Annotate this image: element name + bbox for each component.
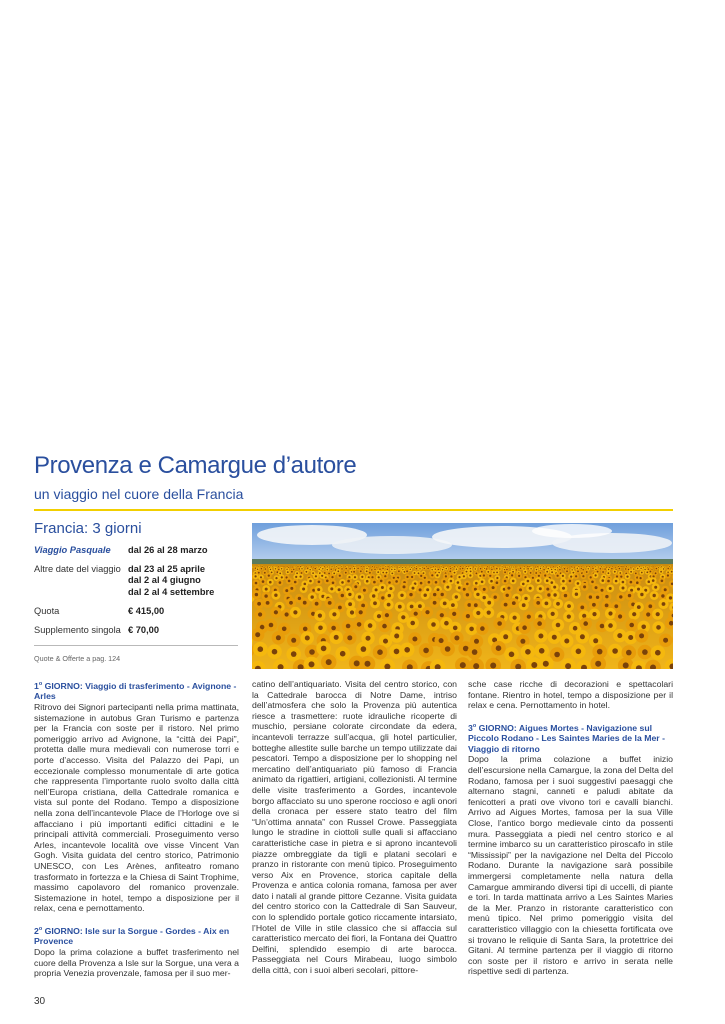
- day-3-heading: 3$^o$ GIORNO: Aigues Mortes - Navigazione sul Piccolo Rodano - Les Saintes Maries de la Mer - Viaggio di ritorno: [468, 722, 665, 754]
- info-row-other-dates: [34, 564, 238, 598]
- info-value: € 415,00: [128, 605, 165, 616]
- yellow-rule: [34, 509, 673, 511]
- date-line: dal 23 al 25 aprile: [128, 564, 206, 575]
- info-divider: [34, 645, 238, 646]
- page-number: 30: [34, 996, 46, 1007]
- itinerary-column-2: [252, 679, 457, 976]
- info-label: Quota: [34, 605, 60, 616]
- day-1-text: Ritrovo dei Signori partecipanti nella prima mattinata, sistemazione in autobus Gran Turismo e partenza per la Francia con soste per il ristoro. Nel primo pomeriggio arrivo ad Avignone, la “città dei Papi”, protetta dalle mura medievali con numerose torri e porte d’accesso. Visita del Palazzo dei Papi, un eccezionale complesso monumentale di arte gotica che rappresenta l’importante ruolo svolto dalla città nell’Europa cristiana, della Cattedrale romanica e vista sul ponte del Rodano. Tempo a disposizione nella zona dell’incantevole Place de l’Horloge ove si affacciano i più importanti edifici cittadini e le principali attività commerciali. Proseguimento verso Arles, incantevole località ove visse Vincent Van Gogh. Visita guidata del centro storico, Patrimonio UNESCO, con Les Arènes, anfiteatro romano trasformato in fortezza e la Chiesa di Saint Trophime, massimo capolavoro del romanico provenzale. Sistemazione in hotel, tempo a disposizione per il relax, cena e pernottamento.: [34, 702, 239, 914]
- day-2-text-part-3: sche case ricche di decorazioni e spettacolari fontane. Rientro in hotel, tempo a disposizione per il relax e cena. Pernottamento in hotel.: [468, 679, 673, 711]
- day-2-text-part-1: Dopo la prima colazione a buffet trasferimento nel cuore della Provenza a Isle sur la Sorgue, una vera a propria Venezia provenzale, famosa per il suo mer-: [34, 947, 239, 979]
- info-label: Viaggio Pasquale: [34, 545, 111, 555]
- info-value: [128, 564, 214, 598]
- itinerary-column-3: [468, 679, 673, 977]
- info-row-single-supplement: [34, 625, 238, 636]
- itinerary-column-1: [34, 679, 239, 979]
- info-label: Supplemento singola: [34, 625, 121, 636]
- day-2-text-part-2: catino dell’antiquariato. Visita del centro storico, con la Cattedrale barocca di Notre Dame, intriso dell’atmosfera che solo la Provenza più autentica riesce a trasmettere: ruote idrauliche ricoperte di muschio, persiane colorate circondate da edera, incantevoli terrazze sull’acqua, gli hotel particulier, botteghe allestite sulle barche un tempo utilizzate dai pescatori. Tempo a disposizione per lo shopping nel mercatino dell’antiquariato più famoso di Francia animato da rigattieri, artigiani, collezionisti. Al termine delle visite trasferimento a Gordes, incantevole borgo affacciato su uno sperone roccioso e agli onori della cronaca per essere stato teatro del film “Un’ottima annata” con Russel Crowe. Passeggiata lungo le stradine in ciottoli sulle quali si affacciano caratteristiche case in pietra e si aprono incantevoli piazze ombreggiate da tigli e platani secolari e pranzo in ristorante con menù tipico. Proseguimento verso Aix en Provence, storica capitale della Provenza e antica colonia romana, famosa per aver dato i natali al grande pittore Cezanne. Visita guidata del centro storico con la Cattedrale di San Sauveur, con lo splendido portale gotico riccamente intarsiato, l’Hotel de Ville in stile classico che si affaccia sul caratteristico mercato dei fiori, la Fontana dei Quattro Delfini, splendido esempio di arte barocca. Passeggiata nel Cours Mirabeau, luogo simbolo della città, con i suoi alberi secolari, pittore-: [252, 679, 457, 976]
- date-line: dal 2 al 4 settembre: [128, 586, 215, 597]
- day-3-text: Dopo la prima colazione a buffet inizio dell’escursione nella Camargue, la zona del Delta del Rodano, famosa per i suoi suggestivi paesaggi che alternano stagni, canneti e paludi abitate da fenicotteri a prati ove vivono tori e cavalli bianchi. Arrivo ad Aigues Mortes, famosa per la sua Ville Close, l’antico borgo medievale cinto da possenti mura. Passeggiata a piedi nel centro storico e al termine imbarco su un caratteristico piroscafo in stile “Mississipi” per la navigazione nel Delta del Piccolo Rodano. Durante la navigazione sarà possibile immergersi completamente nella natura della Camargue ammirando diversi tipi di uccelli, di piante e tori. In tarda mattinata arrivo a Les Saintes Maries de la Mer. Pranzo in ristorante caratteristico con menù tipico. Nel primo pomeriggio visita del caratteristico villaggio con la chiesetta fortificata ove si trovano le reliquie di Santa Sara, la protettrice dei Gitani. Al termine partenza per il viaggio di ritorno con soste per il ristoro e arrivo in serata nelle rispettive sedi di partenza.: [468, 754, 673, 977]
- trip-duration-heading: Francia: 3 giorni: [34, 520, 142, 537]
- quotes-note: Quote & Offerte a pag. 124: [34, 654, 121, 664]
- sunflower-field-image: [252, 523, 673, 669]
- day-2-heading: 2$^o$ GIORNO: Isle sur la Sorgue - Gordes - Aix en Provence: [34, 925, 230, 947]
- info-label: Altre date del viaggio: [34, 564, 121, 575]
- sunflower-field-photo: [252, 523, 673, 669]
- info-row-price: [34, 606, 238, 617]
- info-row-easter: [34, 545, 238, 556]
- info-value: € 70,00: [128, 625, 160, 636]
- page-subtitle: un viaggio nel cuore della Francia: [34, 486, 244, 502]
- trip-info-box: [34, 520, 238, 663]
- day-1-heading: 1$^o$ GIORNO: Viaggio di trasferimento - Avignone - Arles: [34, 680, 237, 702]
- info-value: dal 26 al 28 marzo: [128, 545, 208, 555]
- date-line: dal 2 al 4 giugno: [128, 575, 201, 586]
- page-title: Provenza e Camargue d’autore: [34, 452, 357, 479]
